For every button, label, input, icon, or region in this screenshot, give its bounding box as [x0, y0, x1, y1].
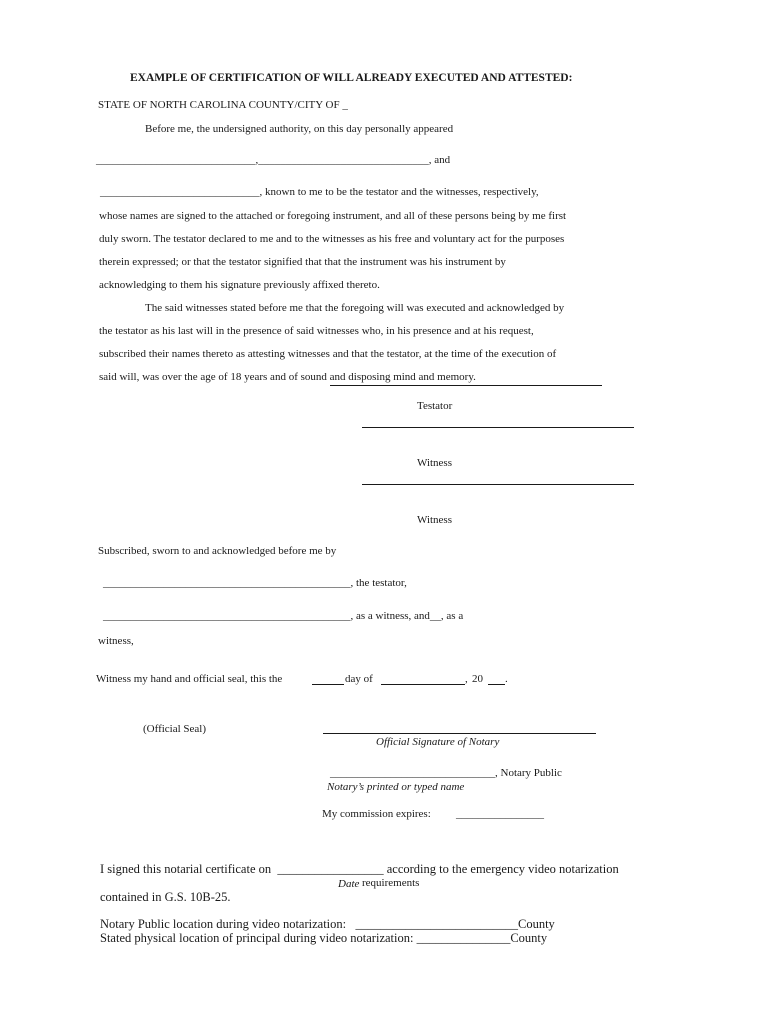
body-paragraph-1-line: whose names are signed to the attached or foregoing instrument, and all of these persons being by me first [99, 210, 567, 222]
official-seal: (Official Seal) [143, 723, 207, 735]
body-paragraph-2-line: The said witnesses stated before me that the foregoing will was executed and acknowledged by [145, 302, 565, 314]
witness-2-signature-line [362, 484, 634, 485]
witness-2-label: Witness [417, 514, 452, 526]
body-paragraph-2-line: the testator as his last will in the presence of said witnesses who, in his presence and at his request, [99, 325, 534, 337]
testator-label: Testator [417, 400, 453, 412]
testator-signature-line [330, 385, 602, 386]
body-paragraph-1-line: duly sworn. The testator declared to me and to the witnesses as his free and voluntary act for the purposes [99, 233, 565, 245]
testator-name-line: _____________________________________________, the testator, [103, 577, 407, 589]
notary-name-caption: Notary’s printed or typed name [327, 781, 465, 793]
day-of-text: day of [345, 673, 373, 685]
witness-name-line: _____________________________________________, as a witness, and__, as a [103, 610, 464, 622]
date-period: . [505, 673, 508, 685]
year-blank [488, 684, 505, 685]
video-notarization-line-2: contained in G.S. 10B-25. [100, 890, 231, 904]
day-blank [312, 684, 344, 685]
body-paragraph-2-line: subscribed their names thereto as attesting witnesses and that the testator, at the time of the execution of [99, 348, 557, 360]
notary-signature-line [323, 733, 596, 734]
names-blank-line-1: _____________________________,_______________________________, and [96, 154, 451, 166]
month-blank [381, 684, 465, 685]
date-comma: , [465, 673, 468, 685]
year-prefix: 20 [472, 673, 483, 685]
intro-text: Before me, the undersigned authority, on this day personally appeared [145, 123, 454, 135]
body-paragraph-2-line: said will, was over the age of 18 years and of sound and disposing mind and memory. [99, 371, 476, 383]
requirements-text: requirements [362, 877, 420, 889]
video-notarization-line-1: I signed this notarial certificate on _________________ according to the emergency video notarization [100, 862, 619, 876]
document-title: EXAMPLE OF CERTIFICATION OF WILL ALREADY EXECUTED AND ATTESTED: [130, 72, 573, 84]
witness-1-signature-line [362, 427, 634, 428]
names-blank-line-2: _____________________________, known to me to be the testator and the witnesses, respectively, [100, 186, 539, 198]
commission-expires-label: My commission expires: [322, 808, 431, 820]
witness-1-label: Witness [417, 457, 452, 469]
notary-location-line: Notary Public location during video notarization: __________________________County [100, 917, 555, 931]
date-caption: Date [338, 878, 360, 890]
commission-expires-blank: ________________ [456, 808, 544, 820]
notary-public-line: ______________________________, Notary Public [330, 767, 562, 779]
state-county-line: STATE OF NORTH CAROLINA COUNTY/CITY OF _ [98, 99, 348, 111]
witness-word: witness, [98, 635, 134, 647]
body-paragraph-1-line: acknowledging to them his signature previously affixed thereto. [99, 279, 380, 291]
principal-location-line: Stated physical location of principal during video notarization: _______________County [100, 931, 548, 945]
witness-hand-text: Witness my hand and official seal, this the [96, 673, 283, 685]
body-paragraph-1-line: therein expressed; or that the testator signified that that the instrument was his instrument by [99, 256, 506, 268]
subscribed-text: Subscribed, sworn to and acknowledged before me by [98, 545, 337, 557]
notary-signature-caption: Official Signature of Notary [376, 736, 500, 748]
